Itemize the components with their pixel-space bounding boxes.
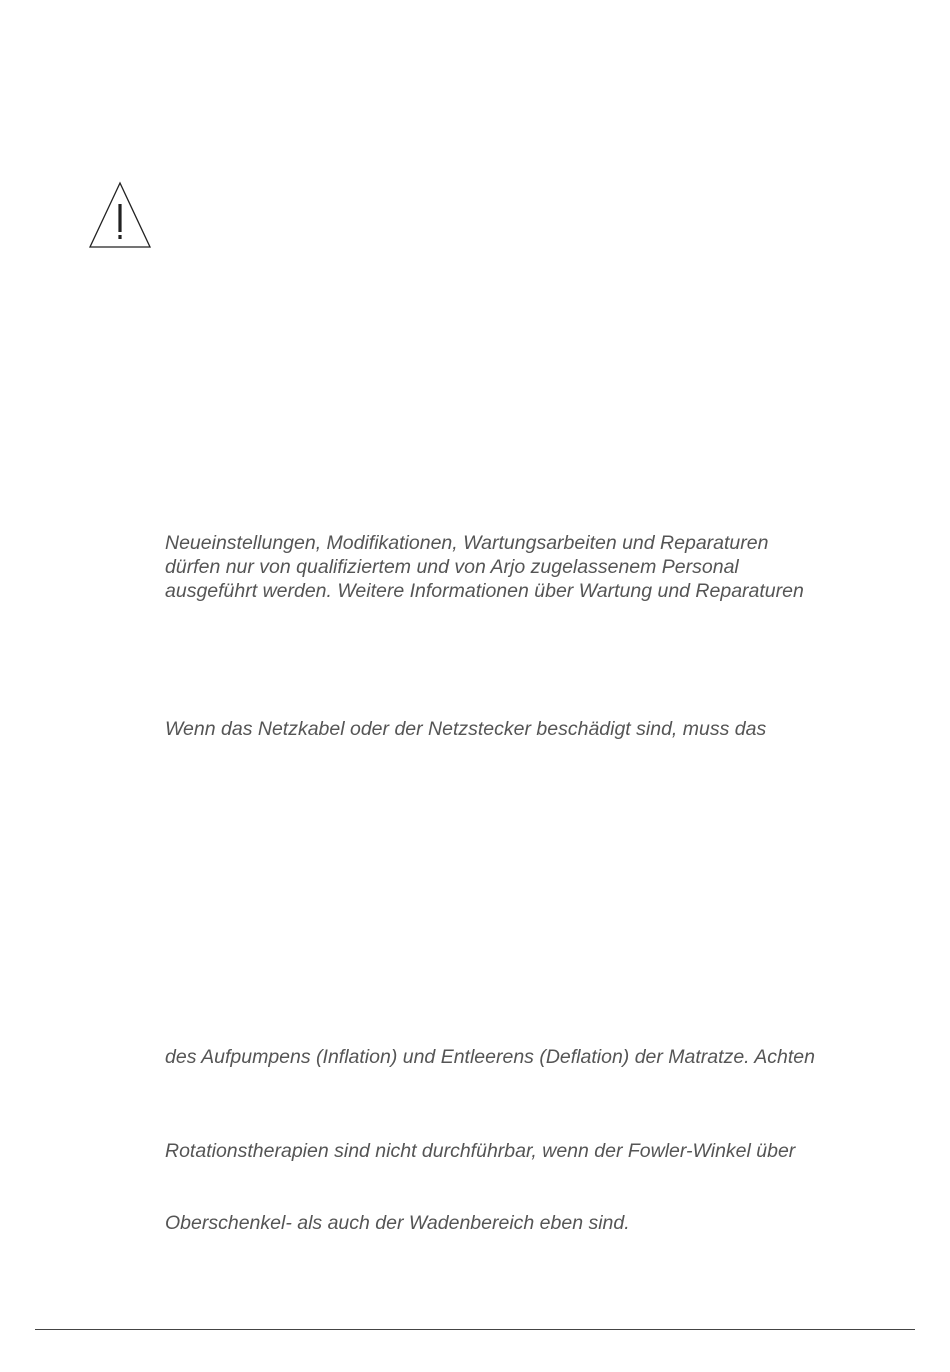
footer-divider — [35, 1329, 915, 1330]
paragraph-leg-section-notice — [165, 1211, 630, 1235]
warning-triangle-icon — [88, 180, 152, 250]
paragraph-rotation-notice — [165, 1139, 795, 1163]
paragraph-line: ausgeführt werden. Weitere Informationen über Wartung und Reparaturen — [165, 580, 804, 602]
paragraph-line: Oberschenkel- als auch der Wadenbereich eben sind. — [165, 1212, 630, 1234]
paragraph-line: Wenn das Netzkabel oder der Netzstecker beschädigt sind, muss das — [165, 718, 767, 740]
paragraph-line: dürfen nur von qualifiziertem und von Arjo zugelassenem Personal — [165, 556, 739, 578]
paragraph-line: Rotationstherapien sind nicht durchführbar, wenn der Fowler-Winkel über — [165, 1140, 796, 1162]
paragraph-inflation-notice — [165, 1045, 815, 1069]
paragraph-maintenance-notice — [165, 531, 804, 603]
paragraph-line: des Aufpumpens (Inflation) und Entleerens (Deflation) der Matratze. Achten — [165, 1046, 815, 1068]
paragraph-line: Neueinstellungen, Modifikationen, Wartungsarbeiten und Reparaturen — [165, 532, 769, 554]
paragraph-power-cable-notice — [165, 717, 766, 741]
